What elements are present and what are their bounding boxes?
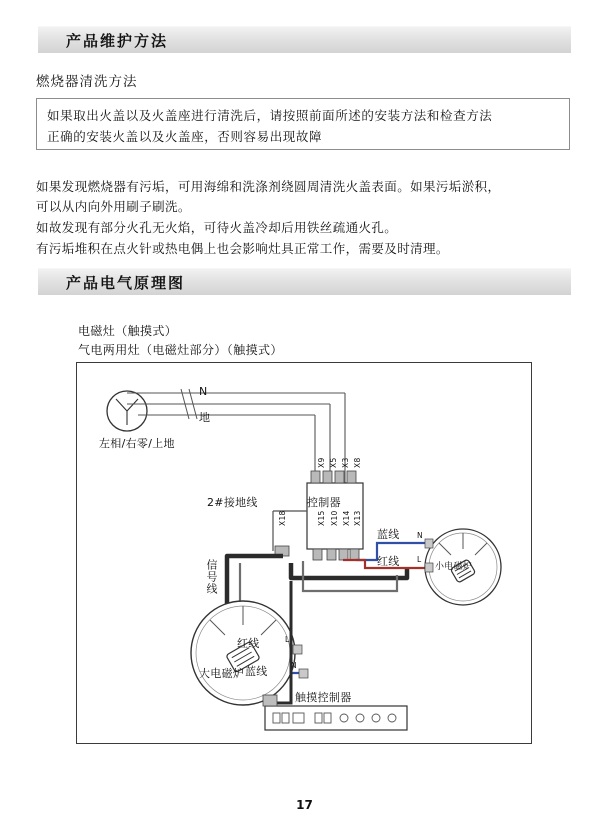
section-title-maintenance: 产品维护方法 bbox=[66, 32, 169, 50]
section-header-maintenance bbox=[38, 26, 571, 53]
schematic-caption-2: 气电两用灶（电磁灶部分）（触摸式） bbox=[78, 343, 283, 357]
label-ground-wire: 2#接地线 bbox=[207, 496, 258, 509]
wiring-diagram-graphics bbox=[77, 363, 531, 743]
label-terminal-x14: X14 bbox=[342, 510, 351, 526]
label-plug-ground: 地 bbox=[199, 411, 211, 424]
subheading-burner-cleaning: 燃烧器清洗方法 bbox=[36, 74, 138, 90]
section-title-schematic: 产品电气原理图 bbox=[66, 274, 186, 292]
label-blue-wire-top: 蓝线 bbox=[377, 528, 400, 541]
label-terminal-x15: X15 bbox=[317, 510, 326, 526]
label-blue-wire-bottom: 蓝线 bbox=[245, 665, 268, 678]
label-small-coil-n: N bbox=[417, 531, 423, 540]
schematic-caption-1: 电磁灶（触摸式） bbox=[78, 324, 178, 338]
warning-box bbox=[36, 98, 570, 150]
label-small-coil-l: L bbox=[417, 555, 422, 564]
label-terminal-x10: X10 bbox=[330, 510, 339, 526]
label-plug-note: 左相/右零/上地 bbox=[99, 437, 175, 450]
label-terminal-x3: X3 bbox=[341, 457, 350, 468]
label-big-coil-n: N bbox=[291, 661, 297, 670]
paragraph-line-1: 如果发现燃烧器有污垢，可用海绵和洗涤剂绕圆周清洗火盖表面。如果污垢淤积， bbox=[36, 179, 501, 194]
label-signal-wire: 信号线 bbox=[205, 559, 218, 595]
page-number: 17 bbox=[296, 798, 313, 812]
wiring-diagram bbox=[76, 362, 532, 744]
paragraph-line-4: 有污垢堆积在点火针或热电偶上也会影响灶具正常工作，需要及时清理。 bbox=[36, 241, 449, 256]
label-big-coil-l: L bbox=[285, 635, 290, 644]
paragraph-line-3: 如故发现有部分火孔无火焰，可待火盖冷却后用铁丝疏通火孔。 bbox=[36, 220, 398, 235]
label-controller: 控制器 bbox=[307, 496, 341, 509]
label-terminal-x9: X9 bbox=[317, 457, 326, 468]
warning-box-line-1: 如果取出火盖以及火盖座进行清洗后，请按照前面所述的安装方法和检查方法 bbox=[47, 108, 493, 123]
label-small-coil: 小电磁炉 bbox=[435, 562, 473, 572]
section-header-schematic bbox=[38, 268, 571, 295]
label-red-wire-top: 红线 bbox=[377, 555, 400, 568]
warning-box-line-2: 正确的安装火盖以及火盖座，否则容易出现故障 bbox=[47, 129, 323, 144]
label-terminal-x13: X13 bbox=[353, 510, 362, 526]
label-plug-n: N bbox=[199, 385, 208, 398]
label-terminal-x8: X8 bbox=[353, 457, 362, 468]
label-terminal-x18: X18 bbox=[278, 510, 287, 526]
label-big-coil: 大电磁炉 bbox=[199, 667, 245, 680]
plug-symbol bbox=[107, 391, 147, 431]
label-red-wire-bottom: 红线 bbox=[237, 637, 260, 650]
label-terminal-x5: X5 bbox=[329, 457, 338, 468]
label-touch-controller: 触摸控制器 bbox=[295, 691, 352, 704]
paragraph-line-2: 可以从内向外用刷子刷洗。 bbox=[36, 199, 191, 214]
